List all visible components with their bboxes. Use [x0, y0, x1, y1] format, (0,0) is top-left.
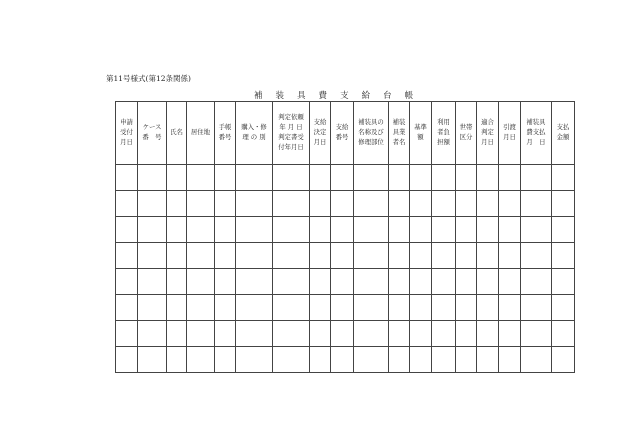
table-cell	[354, 321, 389, 347]
column-header-line: 区分	[459, 133, 473, 141]
column-header-line: 具業	[392, 128, 406, 137]
table-cell	[116, 243, 138, 269]
table-cell	[167, 165, 187, 191]
table-cell	[187, 295, 215, 321]
table-cell	[432, 165, 456, 191]
column-header	[521, 102, 552, 165]
table-cell	[236, 295, 273, 321]
table-cell	[521, 217, 552, 243]
table-cell	[236, 243, 273, 269]
table-cell	[236, 321, 273, 347]
table-cell	[354, 191, 389, 217]
table-cell	[310, 217, 331, 243]
column-header	[477, 102, 499, 165]
table-cell	[552, 165, 575, 191]
table-cell	[138, 243, 167, 269]
title-char: 装	[275, 91, 285, 101]
table-cell	[273, 243, 310, 269]
column-header	[116, 102, 138, 165]
table-cell	[410, 217, 432, 243]
column-header	[389, 102, 410, 165]
table-cell	[138, 217, 167, 243]
table-cell	[389, 217, 410, 243]
table-cell	[215, 191, 236, 217]
column-header-line: 月 日	[526, 137, 546, 146]
table-cell	[456, 217, 477, 243]
title-char: 給	[361, 91, 371, 101]
table-cell	[552, 243, 575, 269]
table-row	[116, 243, 575, 269]
table-cell	[167, 347, 187, 373]
table-cell	[521, 347, 552, 373]
table-cell	[138, 347, 167, 373]
column-header-line: 居住地	[190, 128, 211, 137]
table-cell	[477, 321, 499, 347]
table-cell	[236, 217, 273, 243]
column-header-line: 年 月 日	[279, 123, 303, 132]
table-cell	[521, 191, 552, 217]
table-cell	[215, 269, 236, 295]
column-header-line: 番号	[218, 133, 232, 141]
column-header-line: 支給	[335, 123, 349, 132]
column-header-line: 修理部位	[358, 137, 384, 146]
table-cell	[432, 217, 456, 243]
column-header	[187, 102, 215, 165]
table-cell	[389, 191, 410, 217]
column-header-line: 月日	[503, 133, 516, 141]
table-cell	[331, 165, 354, 191]
table-cell	[521, 165, 552, 191]
table-cell	[410, 321, 432, 347]
table-cell	[477, 243, 499, 269]
table-cell	[273, 165, 310, 191]
table-cell	[410, 191, 432, 217]
table-cell	[552, 191, 575, 217]
table-cell	[499, 321, 521, 347]
column-header-line: 購入・修	[241, 123, 267, 132]
column-header-line: 受付	[120, 128, 133, 137]
table-cell	[187, 191, 215, 217]
table-cell	[273, 347, 310, 373]
column-header	[552, 102, 575, 165]
column-header-line: 月日	[481, 137, 494, 146]
table-cell	[389, 243, 410, 269]
table-cell	[354, 347, 389, 373]
table-cell	[215, 347, 236, 373]
column-header-line: 者名	[392, 137, 406, 146]
table-cell	[331, 321, 354, 347]
column-header	[310, 102, 331, 165]
form-number: 第11号様式(第12条関係)	[106, 74, 191, 83]
column-header-line: 決定	[313, 128, 327, 137]
table-cell	[521, 243, 552, 269]
column-header	[499, 102, 521, 165]
column-header-line: 世帯	[459, 123, 473, 132]
table-cell	[310, 295, 331, 321]
ledger-body	[116, 165, 575, 373]
table-cell	[521, 295, 552, 321]
table-cell	[236, 269, 273, 295]
table-cell	[477, 217, 499, 243]
column-header	[167, 102, 187, 165]
table-cell	[273, 217, 310, 243]
table-cell	[410, 243, 432, 269]
table-cell	[389, 269, 410, 295]
column-header	[331, 102, 354, 165]
table-cell	[215, 165, 236, 191]
table-cell	[331, 269, 354, 295]
table-cell	[456, 243, 477, 269]
table-cell	[477, 269, 499, 295]
table-cell	[187, 165, 215, 191]
column-header-line: 付年月日	[278, 142, 304, 151]
table-cell	[138, 295, 167, 321]
table-cell	[236, 191, 273, 217]
table-cell	[116, 347, 138, 373]
column-header-line: 金額	[556, 133, 570, 141]
table-cell	[552, 347, 575, 373]
column-header	[273, 102, 310, 165]
table-cell	[167, 295, 187, 321]
column-header-line: 利用	[437, 118, 450, 127]
table-row	[116, 321, 575, 347]
table-cell	[477, 191, 499, 217]
table-cell	[552, 295, 575, 321]
column-header-line: 月日	[120, 137, 133, 146]
table-cell	[273, 269, 310, 295]
table-cell	[331, 191, 354, 217]
column-header	[215, 102, 236, 165]
title-char: 台	[383, 91, 392, 101]
table-cell	[499, 269, 521, 295]
table-cell	[138, 191, 167, 217]
table-cell	[273, 295, 310, 321]
column-header-line: 判定依頼	[278, 113, 304, 122]
table-row	[116, 165, 575, 191]
table-cell	[499, 191, 521, 217]
table-cell	[499, 243, 521, 269]
table-cell	[331, 295, 354, 321]
table-row	[116, 347, 575, 373]
table-cell	[456, 269, 477, 295]
table-cell	[456, 295, 477, 321]
title-char: 帳	[404, 91, 414, 101]
table-cell	[167, 191, 187, 217]
column-header-line: 支払	[556, 123, 570, 132]
table-cell	[354, 243, 389, 269]
column-header-line: 引渡	[503, 123, 516, 132]
column-header-line: 適合	[481, 118, 494, 127]
table-cell	[236, 347, 273, 373]
column-header-line: ケース	[142, 123, 162, 132]
table-cell	[432, 321, 456, 347]
table-cell	[116, 321, 138, 347]
table-row	[116, 269, 575, 295]
table-cell	[215, 243, 236, 269]
column-header-line: 判定書受	[278, 133, 304, 141]
table-cell	[310, 269, 331, 295]
table-cell	[116, 191, 138, 217]
table-cell	[477, 347, 499, 373]
table-cell	[456, 347, 477, 373]
table-cell	[354, 165, 389, 191]
column-header-line: 判定	[481, 128, 494, 137]
table-cell	[138, 165, 167, 191]
table-cell	[187, 217, 215, 243]
table-cell	[331, 243, 354, 269]
table-cell	[236, 165, 273, 191]
table-cell	[499, 295, 521, 321]
header-row	[116, 102, 575, 165]
column-header	[354, 102, 389, 165]
column-header-line: 者負	[437, 128, 450, 137]
table-cell	[116, 269, 138, 295]
column-header-line: 手帳	[218, 123, 232, 132]
column-header-line: 費支払	[526, 128, 546, 137]
table-cell	[521, 321, 552, 347]
column-header-line: 番 号	[142, 133, 162, 141]
table-cell	[552, 321, 575, 347]
table-cell	[432, 347, 456, 373]
column-header-line: 名称及び	[358, 128, 384, 137]
table-cell	[138, 321, 167, 347]
table-cell	[410, 295, 432, 321]
table-cell	[273, 321, 310, 347]
table-cell	[389, 347, 410, 373]
column-header-line: 補装具の	[358, 118, 384, 127]
table-cell	[310, 191, 331, 217]
table-cell	[456, 191, 477, 217]
table-cell	[499, 347, 521, 373]
title-char: 支	[340, 91, 349, 101]
table-cell	[477, 295, 499, 321]
table-cell	[167, 217, 187, 243]
table-cell	[389, 295, 410, 321]
table-cell	[187, 347, 215, 373]
table-cell	[273, 191, 310, 217]
table-cell	[389, 165, 410, 191]
table-row	[116, 217, 575, 243]
table-cell	[410, 165, 432, 191]
title-char: 補	[254, 91, 263, 101]
table-cell	[432, 191, 456, 217]
column-header	[138, 102, 167, 165]
table-cell	[215, 295, 236, 321]
table-cell	[499, 165, 521, 191]
column-header-line: 理 の 別	[242, 133, 266, 141]
column-header-line: 氏名	[170, 128, 183, 137]
column-header-line: 担額	[437, 137, 450, 146]
table-cell	[138, 269, 167, 295]
table-cell	[410, 347, 432, 373]
table-cell	[456, 165, 477, 191]
column-header-line: 月日	[313, 137, 327, 146]
table-cell	[354, 217, 389, 243]
table-cell	[215, 321, 236, 347]
table-cell	[354, 295, 389, 321]
table-cell	[477, 165, 499, 191]
column-header-line: 申請	[120, 118, 133, 127]
table-cell	[310, 165, 331, 191]
table-cell	[116, 165, 138, 191]
column-header	[456, 102, 477, 165]
table-cell	[310, 321, 331, 347]
table-cell	[354, 269, 389, 295]
table-cell	[331, 347, 354, 373]
table-cell	[187, 321, 215, 347]
table-cell	[389, 321, 410, 347]
table-cell	[410, 269, 432, 295]
column-header-line: 番号	[335, 133, 349, 141]
column-header	[410, 102, 432, 165]
table-cell	[116, 295, 138, 321]
table-cell	[167, 243, 187, 269]
column-header	[432, 102, 456, 165]
table-row	[116, 191, 575, 217]
table-cell	[432, 295, 456, 321]
table-cell	[116, 217, 138, 243]
ledger-title	[254, 89, 413, 101]
table-cell	[432, 243, 456, 269]
table-cell	[310, 347, 331, 373]
table-row	[116, 295, 575, 321]
table-cell	[552, 269, 575, 295]
table-cell	[310, 243, 331, 269]
table-cell	[187, 269, 215, 295]
title-char: 具	[297, 91, 306, 101]
column-header-line: 支給	[313, 118, 327, 127]
table-cell	[187, 243, 215, 269]
column-header-line: 補装具	[526, 118, 546, 127]
ledger-table	[115, 101, 575, 373]
table-cell	[552, 217, 575, 243]
column-header-line: 額	[417, 133, 424, 141]
table-cell	[432, 269, 456, 295]
table-cell	[499, 217, 521, 243]
column-header	[236, 102, 273, 165]
table-cell	[215, 217, 236, 243]
table-cell	[331, 217, 354, 243]
table-cell	[167, 321, 187, 347]
title-char: 費	[318, 91, 328, 101]
table-cell	[167, 269, 187, 295]
column-header-line: 基準	[414, 123, 427, 132]
table-cell	[521, 269, 552, 295]
column-header-line: 補装	[392, 118, 406, 127]
table-cell	[456, 321, 477, 347]
